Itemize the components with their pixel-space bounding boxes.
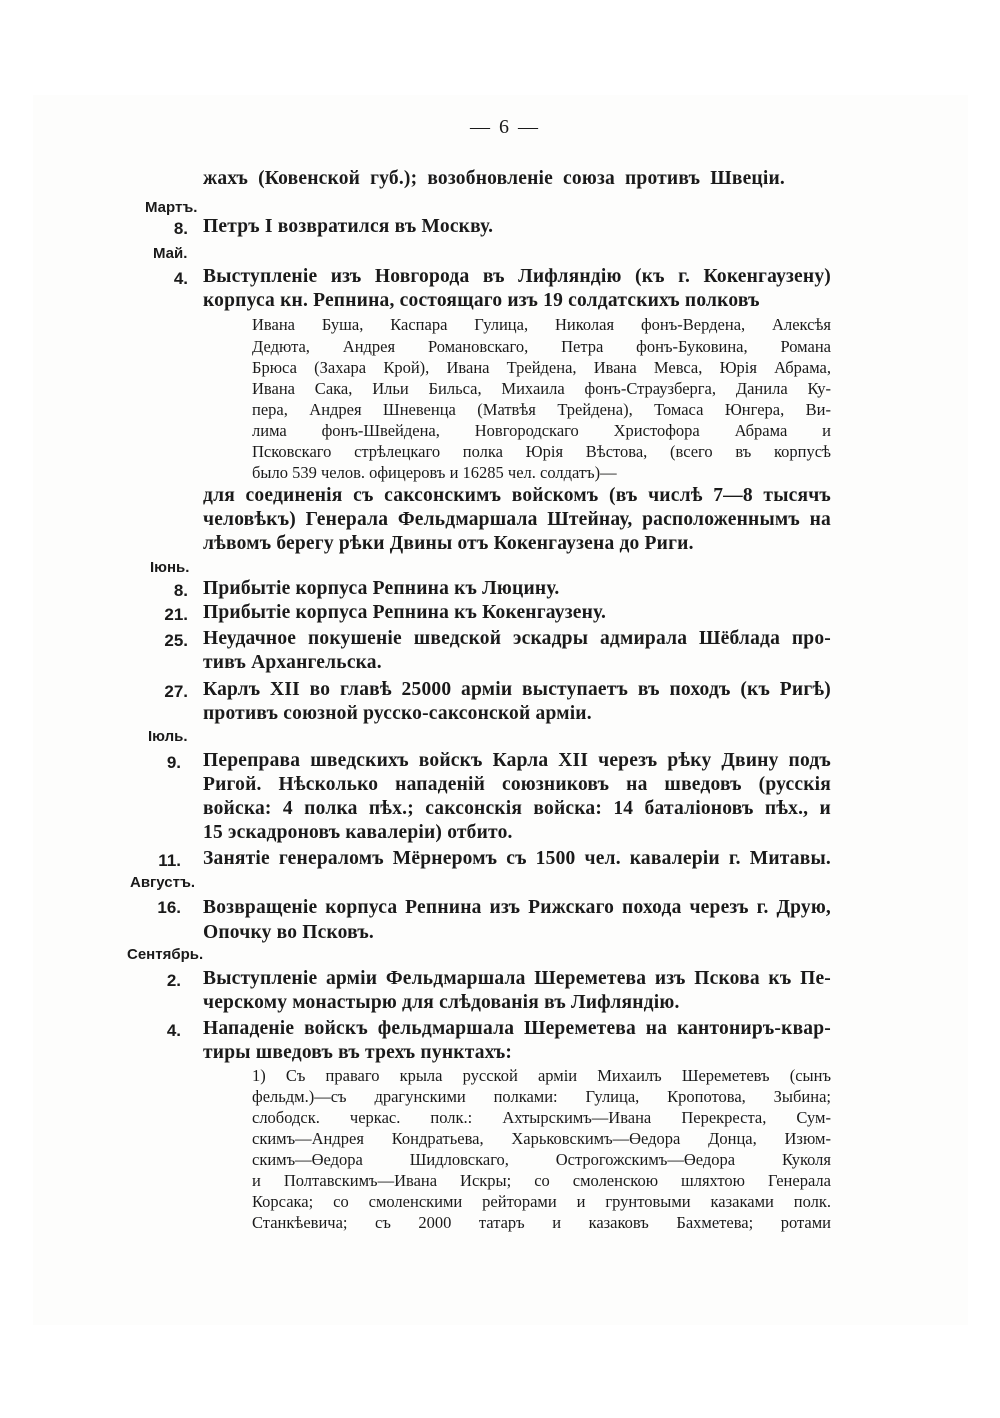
text-line: Выступленіе изъ Новгорода въ Лифляндію (къ г. Кокенгаузену) bbox=[203, 266, 831, 287]
text-line: Возвращеніе корпуса Репнина изъ Рижскаго похода черезъ г. Друю, bbox=[203, 897, 831, 918]
small-text-line: слободск. черкас. полк.: Ахтырскимъ—Ивана Перекреста, Сум- bbox=[252, 1108, 831, 1127]
text-line: Выступленіе арміи Фельдмаршала Шереметева изъ Пскова къ Пе- bbox=[203, 968, 831, 989]
day-number: 4. bbox=[166, 1021, 181, 1040]
small-text-line: скимъ—Андрея Кондратьева, Харьковскимъ—Өедора Донца, Изюм- bbox=[252, 1129, 831, 1148]
small-text-line: Станкѣевича; съ 2000 татаръ и казаковъ Бахметева; ротами bbox=[252, 1213, 831, 1232]
month-heading: Іюнь. bbox=[150, 559, 190, 576]
text-line: человѣкъ) Генерала Фельдмаршала Штейнау, расположеннымъ на bbox=[203, 509, 831, 530]
small-text-line: было 539 челов. офицеровъ и 16285 чел. солдатъ)— bbox=[252, 463, 617, 482]
day-number: 4. bbox=[173, 269, 188, 288]
month-heading: Май. bbox=[153, 245, 188, 262]
small-text-line: Дедюта, Андрея Романовскаго, Петра фонъ-Буковина, Романа bbox=[252, 337, 831, 356]
day-number: 25. bbox=[164, 631, 188, 650]
text-line: жахъ (Ковенской губ.); возобновленіе союза противъ Швеціи. bbox=[203, 168, 785, 189]
text-line: противъ союзной русско-саксонской арміи. bbox=[203, 703, 592, 724]
text-line: корпуса кн. Репнина, состоящаго изъ 19 солдатскихъ полковъ bbox=[203, 290, 760, 311]
text-line: Ригой. Нѣсколько нападеній союзниковъ на шведовъ (русскія bbox=[203, 774, 831, 795]
day-number: 2. bbox=[166, 971, 181, 990]
small-text-line: фельдм.)—съ драгунскими полками: Гулица, Кропотова, Зыбина; bbox=[252, 1087, 831, 1106]
small-text-line: Брюса (Захара Крой), Ивана Трейдена, Ивана Мевса, Юрія Абрама, bbox=[252, 358, 831, 377]
text-line: тиры шведовъ въ трехъ пунктахъ: bbox=[203, 1042, 513, 1063]
month-heading: Іюль. bbox=[148, 728, 188, 745]
text-line: Карлъ XII во главѣ 25000 арміи выступаетъ въ походъ (къ Ригѣ) bbox=[203, 679, 831, 700]
small-text-line: пера, Андрея Шневенца (Матвѣя Трейдена), Томаса Юнгера, Ви- bbox=[252, 400, 831, 419]
text-line: лѣвомъ берегу рѣки Двины отъ Кокенгаузена до Риги. bbox=[203, 533, 694, 554]
text-line: Опочку во Псковъ. bbox=[203, 922, 375, 943]
month-heading: Сентябрь. bbox=[127, 946, 204, 963]
text-line: Переправа шведскихъ войскъ Карла XII черезъ рѣку Двину подъ bbox=[203, 750, 831, 771]
text-line: войска: 4 полка пѣх.; саксонскія войска: 14 баталіоновъ пѣх., и bbox=[203, 798, 831, 819]
small-text-line: скимъ—Өедора Шидловскаго, Острогожскимъ—Өедора Куколя bbox=[252, 1150, 831, 1169]
text-line: Прибытіе корпуса Репнина къ Кокенгаузену. bbox=[203, 602, 607, 623]
small-text-line: Псковскаго стрѣлецкаго полка Юрія Вѣстова, (всего въ корпусѣ bbox=[252, 442, 831, 461]
text-line: Прибытіе корпуса Репнина къ Люцину. bbox=[203, 578, 560, 599]
day-number: 9. bbox=[166, 753, 181, 772]
small-text-line: 1) Съ праваго крыла русской арміи Михаилъ Шереметевъ (сынъ bbox=[252, 1066, 831, 1085]
day-number: 27. bbox=[164, 682, 188, 701]
page-number: — 6 — bbox=[470, 116, 540, 138]
text-line: 15 эскадроновъ кавалеріи) отбито. bbox=[203, 822, 513, 843]
text-line: тивъ Архангельска. bbox=[203, 652, 382, 673]
small-text-line: Ивана Сака, Ильи Бильса, Михаила фонъ-Страузберга, Данила Ку- bbox=[252, 379, 831, 398]
day-number: 8. bbox=[173, 219, 188, 238]
small-text-line: Ивана Буша, Каспара Гулица, Николая фонъ-Вердена, Алексѣя bbox=[252, 315, 831, 334]
day-number: 21. bbox=[164, 605, 188, 624]
day-number: 8. bbox=[173, 581, 188, 600]
month-heading: Мартъ. bbox=[145, 199, 198, 216]
small-text-line: Корсака; со смоленскими рейторами и грунтовыми казаками полк. bbox=[252, 1192, 831, 1211]
day-number: 16. bbox=[157, 898, 181, 917]
day-number: 11. bbox=[158, 851, 181, 870]
small-text-line: лима фонъ-Швейдена, Новгородскаго Христофора Абрама и bbox=[252, 421, 831, 440]
month-heading: Августъ. bbox=[130, 874, 196, 891]
text-line: Петръ I возвратился въ Москву. bbox=[203, 216, 494, 237]
small-text-line: и Полтавскимъ—Ивана Искры; со смоленскою шляхтою Генерала bbox=[252, 1171, 831, 1190]
text-line: Неудачное покушеніе шведской эскадры адмирала Шёблада про- bbox=[203, 628, 831, 649]
text-line: для соединенія съ саксонскимъ войскомъ (въ числѣ 7—8 тысячъ bbox=[203, 485, 831, 506]
text-line: Нападеніе войскъ фельдмаршала Шереметева на кантониръ-квар- bbox=[203, 1018, 831, 1039]
text-line: Занятіе генераломъ Мёрнеромъ съ 1500 чел. кавалеріи г. Митавы. bbox=[203, 848, 831, 869]
text-line: черскому монастырю для слѣдованія въ Лифляндію. bbox=[203, 992, 680, 1013]
